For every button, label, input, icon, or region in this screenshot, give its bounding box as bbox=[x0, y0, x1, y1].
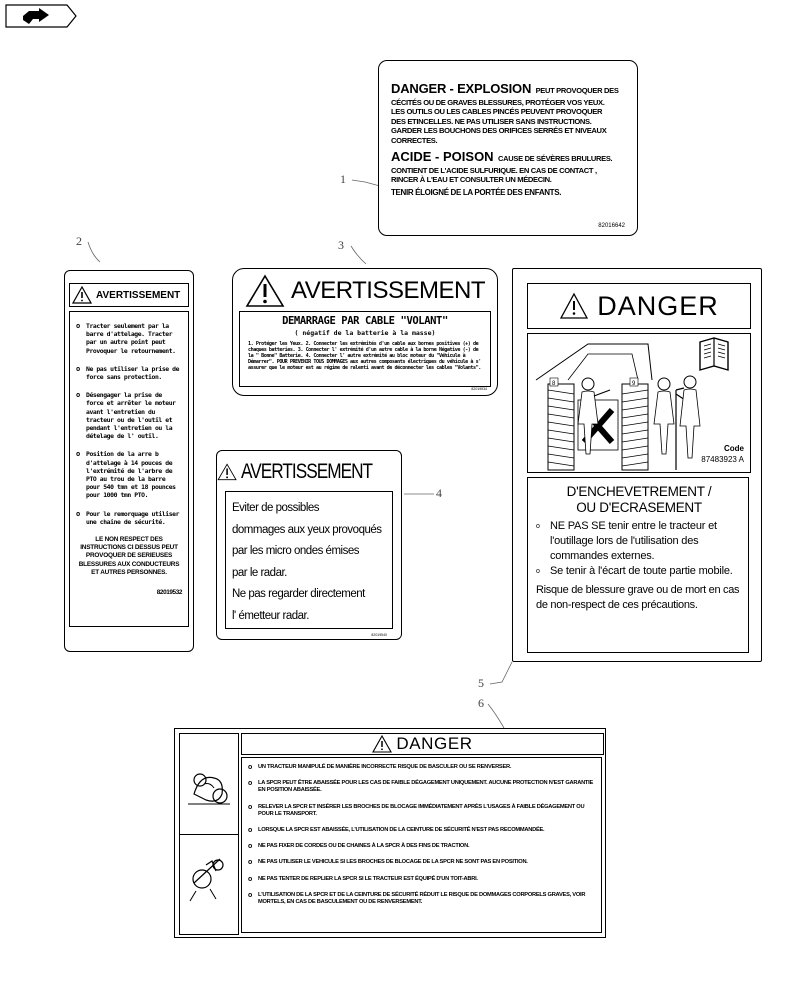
decal6-item-1: o UN TRACTEUR MANIPULÉ DE MANIÈRE INCORRECTE RISQUE DE BASCULER OU SE RENVERSER. bbox=[248, 764, 595, 771]
warning-triangle-icon bbox=[245, 274, 285, 308]
explosion-line-4: GARDER LES BOUCHONS DES ORIFICES SERRÉS ET NIVEAUX bbox=[391, 126, 607, 136]
warning-triangle-icon bbox=[217, 457, 237, 487]
decal2-item-2: o Ne pas utiliser la prise de force sans protection. bbox=[76, 365, 182, 381]
decal-avertissement-cable bbox=[232, 268, 498, 396]
tractor-seatbelt-pictogram bbox=[180, 835, 238, 933]
tractor-entanglement-illustration bbox=[528, 334, 750, 472]
decal6-item-4: o LORSQUE LA SPCR EST ABAISSÉE, L'UTILISATION DE LA CEINTURE DE SÉCURITÉ N'EST PAS RECOMMANDÉE. bbox=[248, 827, 595, 834]
explosion-line-1: CÉCITÉS OU DE GRAVES BLESSURES, PROTÉGER VOS YEUX. bbox=[391, 98, 605, 107]
tag-a: 8 bbox=[552, 381, 556, 387]
decal5-header: DANGER bbox=[597, 290, 719, 321]
decal2-item-1: o Tracter seulement par la barre d'attelage. Tracter par un autre point peut Provoquer le retournement. bbox=[76, 322, 182, 355]
explosion-line-3: DES ETINCELLES. NE PAS UTILISER SANS INSTRUCTIONS. bbox=[391, 116, 592, 126]
decal4-line-6: l' émetteur radar. bbox=[232, 609, 309, 622]
decal2-code: 82019532 bbox=[156, 589, 182, 597]
callout-5: 5 bbox=[478, 676, 484, 690]
acid-line-3: TENIR ÉLOIGNÉ DE LA PORTÉE DES ENFANTS. bbox=[391, 187, 562, 197]
decal6-item-8: o L'UTILISATION DE LA SPCR ET DE LA CEINTURE DE SÉCURITÉ RÉDUIT LE RISQUE DE DOMMAGES CORPORELS GRAVES, VOIR MORTELS, EN CAS DE BASCULEMENT OU DE RENVERSEMENT. bbox=[248, 892, 595, 906]
callout-3: 3 bbox=[338, 238, 344, 252]
decal2-header: AVERTISSEMENT bbox=[96, 289, 181, 301]
decal-danger-explosion bbox=[378, 60, 638, 236]
decal5-pictogram bbox=[527, 333, 751, 473]
acid-title-tail: CAUSE DE SÉVÈRES BRULURES. bbox=[498, 154, 613, 164]
decal4-line-2: dommages aux yeux provoqués bbox=[232, 523, 382, 536]
decal5-heading-2: OU D'ECRASEMENT bbox=[576, 500, 702, 515]
explosion-title-tail: PEUT PROVOQUER DES bbox=[535, 86, 619, 95]
callout-1: 1 bbox=[340, 172, 346, 186]
callout-2: 2 bbox=[76, 234, 82, 248]
decal6-item-2: o LA SPCR PEUT ÊTRE ABAISSÉE POUR LES CAS DE FAIBLE DÉGAGEMENT UNIQUEMENT. AUCUNE PROTECTION N'EST GARANTIE EN POSITION ABAISSÉE. bbox=[248, 780, 595, 794]
decal5-code: 87483923 A bbox=[701, 455, 744, 464]
decal4-line-1: Eviter de possibles bbox=[232, 502, 320, 514]
decal5-bullet-2: o Se tenir à l'écart de toute partie mobile. bbox=[536, 564, 742, 579]
decal3-title: DEMARRAGE PAR CABLE "VOLANT" bbox=[282, 315, 448, 327]
decal2-item-4: o Position de la arre b d'attelage à 14 pouces de l'extrémité de l'arbre de PTO au trou de la barre pour 540 tmn et 18 pounces pour 1000 tmn PTO. bbox=[76, 450, 182, 499]
explosion-line-5: CORRECTES. bbox=[391, 135, 438, 145]
decal4-line-5: Ne pas regarder directement bbox=[232, 588, 365, 600]
decal4-header: AVERTISSEMENT bbox=[241, 460, 373, 483]
decal3-body: 1. Protéger les Yeux. 2. Connecter les extrémités d'un cable aux bornes positives (+) de chaques batteries. 3. Connecter l' extrémité d'un autre cable à la borne Négative (-) de la " Bonne" Batterie. 4. Connecter l' autre extrémité au bloc moteur du "Véhicule à Démarrer". POUR PREVENIR TOUS DOMMAGES aux autres composants électriques du véhicule à s' assurer que le moteur est au régime de ralenti avant de déconnecter les cables "Volants". bbox=[248, 341, 481, 371]
back-arrow-icon bbox=[5, 4, 77, 28]
decal4-line-4: par le radar. bbox=[232, 566, 287, 579]
decal5-code-label: Code bbox=[724, 444, 744, 453]
decal3-header: AVERTISSEMENT bbox=[291, 277, 485, 304]
decal5-bullet-1: o NE PAS SE tenir entre le tracteur et l'outillage lors de l'utilisation des commandes externes. bbox=[536, 519, 742, 564]
tractor-rollover-pictogram bbox=[180, 734, 238, 835]
decal4-line-3: par les micro ondes émises bbox=[232, 545, 359, 557]
decal2-footer: LE NON RESPECT DES INSTRUCTIONS CI DESSUS PEUT PROVOQUER DE SERIEUSES BLESSURES AUX CONDUCTEURS ET AUTRES PERSONNES. bbox=[78, 536, 180, 576]
back-button[interactable] bbox=[5, 4, 77, 28]
decal4-code: 82019540 bbox=[371, 633, 387, 637]
decal6-item-3: o RELEVER LA SPCR ET INSÉRER LES BROCHES DE BLOCAGE IMMÉDIATEMENT APRÈS L'USAGES À FAIBLE DÉGAGEMENT OU POUR LE TRANSPORT. bbox=[248, 804, 595, 818]
explosion-line-2: LES OUTILS OU LES CABLES PINCÉS PEUVENT PROVOQUER bbox=[391, 107, 603, 117]
decal-avertissement-radar bbox=[216, 450, 402, 640]
decal5-heading-1: D'ENCHEVETREMENT / bbox=[566, 484, 712, 499]
decal-danger-spcr bbox=[174, 728, 606, 938]
decal3-code: 82019534 bbox=[471, 387, 487, 391]
decal3-subtitle: ( négatif de la batterie à la masse) bbox=[294, 329, 436, 337]
decal6-header: DANGER bbox=[396, 734, 473, 753]
decal2-item-3: o Désengager la prise de force et arrêter le moteur avant l'entretien du tracteur ou de l'outil et pendant l'entretien ou la dételage de l' outil. bbox=[76, 391, 182, 440]
acid-line-1: CONTIENT DE L'ACIDE SULFURIQUE. EN CAS DE CONTACT , bbox=[391, 166, 597, 176]
tag-b: 9 bbox=[632, 381, 636, 387]
decal6-item-6: o NE PAS UTILISER LE VEHICULE SI LES BROCHES DE BLOCAGE DE LA SPCR NE SONT PAS EN POSITION. bbox=[248, 859, 595, 866]
callout-6: 6 bbox=[478, 696, 484, 710]
decal-danger-entanglement bbox=[512, 268, 762, 662]
decal-avertissement-tractor bbox=[64, 270, 194, 652]
decal5-footer: Risque de blessure grave ou de mort en cas de non-respect de ces précautions. bbox=[536, 584, 740, 611]
acid-title: ACIDE - POISON bbox=[391, 149, 494, 165]
decal6-item-5: o NE PAS FIXER DE CORDES OU DE CHAINES À LA SPCR À DES FINS DE TRACTION. bbox=[248, 843, 595, 850]
warning-triangle-icon bbox=[559, 292, 589, 320]
decal1-code: 82016642 bbox=[598, 223, 625, 229]
callout-4: 4 bbox=[436, 486, 442, 500]
warning-triangle-icon bbox=[372, 735, 392, 753]
warning-triangle-icon bbox=[72, 286, 92, 304]
decal2-item-5: o Pour le remorquage utiliser une chaine de sécurité. bbox=[76, 510, 182, 526]
decal6-item-7: o NE PAS TENTER DE REPLIER LA SPCR SI LE TRACTEUR EST ÉQUIPÉ D'UN TOIT-ABRI. bbox=[248, 876, 595, 883]
acid-line-2: RINCER À L'EAU ET CONSULTER UN MÉDECIN. bbox=[391, 175, 552, 185]
explosion-title: DANGER - EXPLOSION bbox=[391, 81, 532, 96]
